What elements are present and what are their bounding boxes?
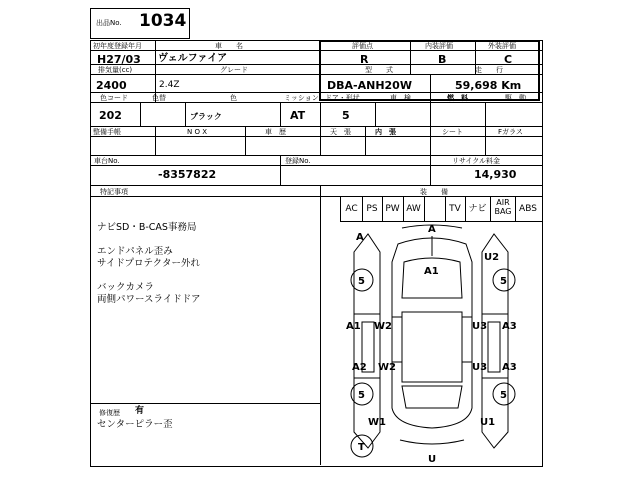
type-value: DBA-ANH20W	[327, 79, 412, 92]
damage-mark: A1	[346, 321, 361, 332]
chassis-value: -8357822	[158, 168, 217, 181]
grade-value: 2.4Z	[159, 80, 180, 90]
note-line	[97, 270, 317, 282]
chassis-label: 車台No.	[94, 157, 120, 165]
damage-mark: U3	[472, 321, 488, 332]
registration-label: 初年度登録年月	[93, 42, 142, 50]
damage-mark: A1	[424, 266, 439, 277]
door-value: 5	[342, 109, 350, 122]
equipment-abs: ABS	[519, 204, 537, 214]
exterior-value: C	[504, 53, 513, 66]
damage-mark: A	[428, 224, 436, 235]
note-line	[97, 234, 317, 246]
model-value: ヴェルファイア	[158, 53, 228, 64]
note-line: サイドプロテクター外れ	[97, 257, 200, 269]
color-code-label: 色コード	[100, 94, 128, 102]
equipment-ps: PS	[366, 204, 378, 214]
nox-label: N O X	[187, 128, 207, 136]
lot-number: 1034	[139, 11, 187, 31]
grade-label: グレード	[220, 66, 248, 74]
score-label: 評価点	[352, 42, 373, 50]
equipment-header: 装 備	[420, 188, 448, 196]
equipment-navi: ナビ	[468, 204, 487, 214]
model-label: 車 名	[215, 42, 243, 50]
color-value: ブラック	[190, 112, 222, 121]
front-glass-label: Fガラス	[498, 128, 523, 136]
equipment-aw: AW	[406, 204, 421, 214]
equipment-tv: TV	[449, 204, 461, 214]
damage-mark: A3	[502, 321, 517, 332]
equipment-airbag: AIR BAG	[494, 198, 512, 216]
notes-body	[97, 222, 317, 305]
mission-value: AT	[290, 109, 306, 122]
recycle-value: 14,930	[474, 168, 517, 181]
repair-value: 有	[135, 406, 145, 416]
repair-label: 修復歴	[99, 409, 120, 417]
door-label: ドア・形状	[325, 94, 360, 102]
note-line: バックカメラ	[97, 281, 155, 293]
damage-mark: A	[356, 232, 364, 243]
damage-mark: A2	[352, 362, 367, 373]
tire-value: 5	[358, 390, 365, 401]
note-line: 両側パワースライドドア	[97, 293, 201, 305]
history-label: 車 歴	[265, 128, 286, 136]
interior-value: B	[438, 53, 447, 66]
mission-label: ミッション	[284, 94, 319, 102]
inspection-label: 車 検	[390, 94, 411, 102]
damage-mark: U2	[484, 252, 500, 263]
seat-label: シート	[442, 128, 463, 136]
note-line: ナビSD・B-CAS事務局	[97, 222, 197, 233]
damage-mark: U	[428, 454, 437, 464]
tire-value: 5	[500, 276, 507, 287]
color-change-label: 色替	[152, 94, 166, 102]
equipment-ac: AC	[345, 204, 358, 214]
damage-mark: U3	[472, 362, 488, 373]
damage-mark: W2	[374, 321, 392, 332]
tire-value: 5	[500, 390, 507, 401]
notes-header: 特記事項	[100, 188, 128, 196]
plate-label: 登録No.	[285, 157, 311, 165]
note-line: エンドパネル歪み	[97, 245, 173, 257]
interior-label: 内装評価	[425, 42, 453, 50]
spare-tire-label: T	[358, 442, 365, 453]
recycle-label: リサイクル料金	[452, 157, 501, 165]
damage-mark: A3	[502, 362, 517, 373]
color-label: 色	[230, 94, 237, 102]
equipment-pw: PW	[385, 204, 400, 214]
mileage-value: 59,698 Km	[455, 79, 522, 92]
car-diagram	[322, 222, 540, 464]
tire-value: 5	[358, 276, 365, 287]
drive-label: 駆 動	[505, 94, 526, 102]
damage-mark: W1	[368, 417, 386, 428]
displacement-value: 2400	[96, 79, 127, 92]
type-label: 型 式	[365, 66, 393, 74]
score-value: R	[360, 53, 369, 66]
exterior-label: 外装評価	[488, 42, 516, 50]
displacement-label: 排気量(cc)	[98, 66, 133, 74]
interior-trim-label: 内 張	[375, 128, 396, 136]
maintenance-label: 整備手帳	[93, 128, 121, 136]
fuel-label: 燃 料	[447, 94, 468, 102]
color-code-value: 202	[99, 109, 122, 122]
damage-mark: W2	[378, 362, 396, 373]
ceiling-label: 天 張	[330, 128, 351, 136]
lot-number-label: 出品No.	[96, 19, 122, 27]
repair-note: センターピラー歪	[97, 419, 173, 430]
damage-mark: U1	[480, 417, 496, 428]
mileage-label: 走 行	[475, 66, 503, 74]
registration-value: H27/03	[97, 53, 141, 66]
